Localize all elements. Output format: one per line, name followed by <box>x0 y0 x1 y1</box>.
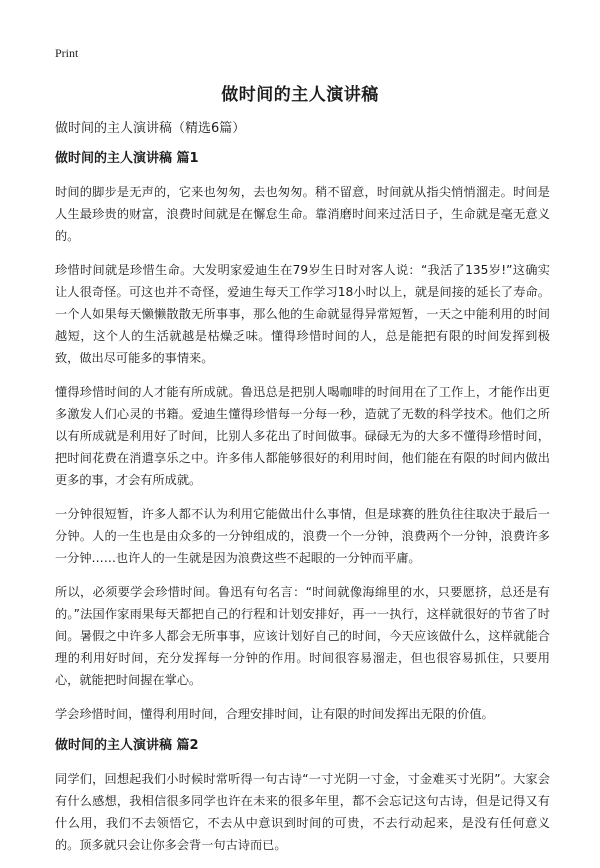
paragraph: 所以，必须要学会珍惜时间。鲁迅有句名言：“时间就像海绵里的水，只要愿挤，总还是有的。”法国作家雨果每天都把自己的行程和计划安排好，再一一执行，这样就很好的节省了时间。暑假之中许多人都会无所事事，应该计划好自己的时间，今天应该做什么，这样就能合理的利用好时间，充分发挥每一分钟的作用。时间很容易溜走，但也很容易抓住，只要用心，就能把时间握在掌心。 <box>55 585 550 687</box>
document-body <box>55 150 550 868</box>
paragraph: 同学们，回想起我们小时候时常听得一句古诗“一寸光阴一寸金，寸金难买寸光阴”。大家会有什么感想，我相信很多同学也许在未来的很多年里，都不会忘记这句古诗，但是记得又有什么用，我们不去领悟它，不去从中意识到时间的可贵，不去行动起来，是没有任何意义的。顶多就只会让你多会背一句古诗而已。 <box>55 772 550 852</box>
document-subtitle: 做时间的主人演讲稿（精选6篇） <box>55 121 246 136</box>
page-title: 做时间的主人演讲稿 <box>221 85 379 105</box>
section-heading-2: 做时间的主人演讲稿 篇2 <box>55 738 199 753</box>
paragraph: 珍惜时间就是珍惜生命。大发明家爱迪生在79岁生日时对客人说：“我活了135岁!”这确实让人很奇怪。可这也并不奇怪，爱迪生每天工作学习18小时以上，就是间接的延长了寿命。一个人如果每天懒懒散散无所事事，那么他的生命就显得异常短暂，一天之中能利用的时间越短，这个人的生活就越是枯燥乏味。懂得珍惜时间的人，总是能把有限的时间发挥到极致，做出尽可能多的事情来。 <box>55 263 550 365</box>
print-link[interactable]: Print <box>55 46 79 60</box>
paragraph: 学会珍惜时间，懂得利用时间，合理安排时间，让有限的时间发挥出无限的价值。 <box>55 707 494 721</box>
paragraph: 时间的脚步是无声的，它来也匆匆，去也匆匆。稍不留意，时间就从指尖悄悄溜走。时间是人生最珍贵的财富，浪费时间就是在懈怠生命。靠消磨时间来过活日子，生命就是毫无意义的。 <box>55 185 550 243</box>
paragraph: 懂得珍惜时间的人才能有所成就。鲁迅总是把别人喝咖啡的时间用在了工作上，才能作出更多激发人们心灵的书籍。爱迪生懂得珍惜每一分每一秒，造就了无数的科学技术。他们之所以有所成就是利用好了时间，比别人多花出了时间做事。碌碌无为的大多不懂得珍惜时间，把时间花费在消遣享乐之中。许多伟人都能够很好的利用时间，他们能在有限的时间内做出更多的事，才会有所成就。 <box>55 385 550 487</box>
section-heading-1: 做时间的主人演讲稿 篇1 <box>55 151 199 166</box>
paragraph: 一分钟很短暂，许多人都不认为利用它能做出什么事情，但是球赛的胜负往往取决于最后一分钟。人的一生也是由众多的一分钟组成的，浪费一个一分钟，浪费两个一分钟，浪费许多一分钟……也许人的一生就是因为浪费这些不起眼的一分钟而平庸。 <box>55 507 550 565</box>
